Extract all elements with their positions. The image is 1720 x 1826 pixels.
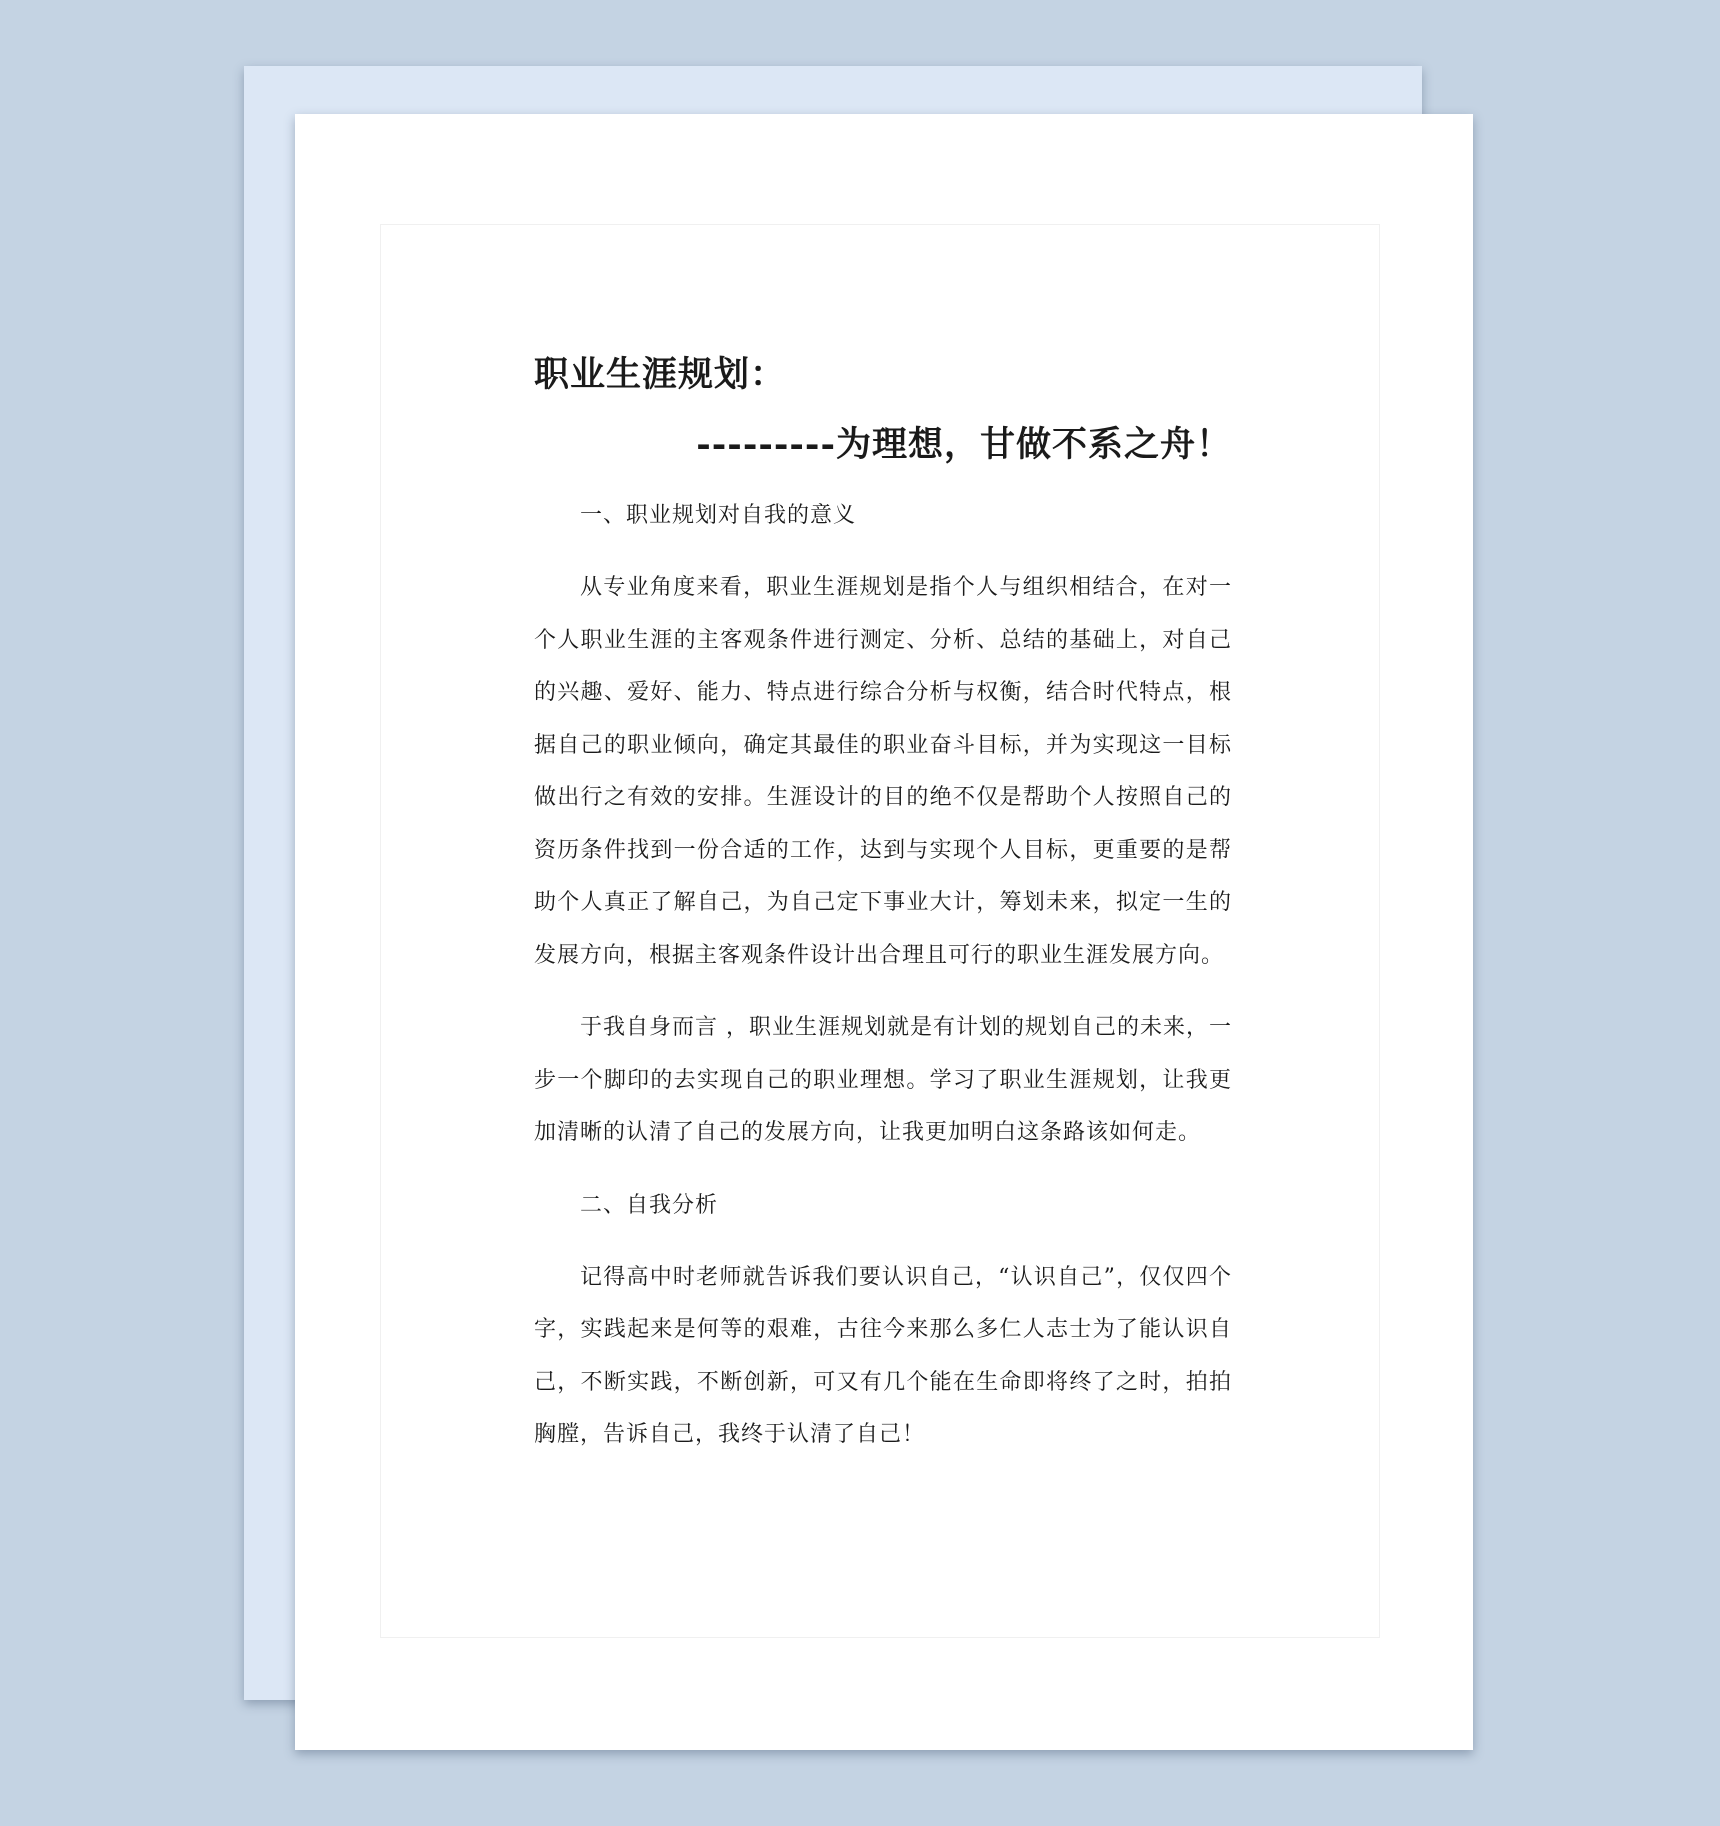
section-heading-2: 二、自我分析 xyxy=(580,1192,719,1218)
document-subtitle: ---------为理想，甘做不系之舟！ xyxy=(696,424,1232,465)
document-page xyxy=(295,114,1473,1750)
section-heading-1: 一、职业规划对自我的意义 xyxy=(580,503,857,528)
section1-paragraph-1: 从专业角度来看，职业生涯规划是指个人与组织相结合，在对一个人职业生涯的主客观条件进行测定、分析、总结的基础上，对自己的兴趣、爱好、能力、特点进行综合分析与权衡，结合时代特点，根据自己的职业倾向，确定其最佳的职业奋斗目标，并为实现这一目标做出行之有效的安排。生涯设计的目的绝不仅是帮助个人按照自己的资历条件找到一份合适的工作，达到与实现个人目标，更重要的是帮助个人真正了解自己，为自己定下事业大计，筹划未来，拟定一生的发展方向，根据主客观条件设计出合理且可行的职业生涯发展方向。 xyxy=(534,575,1232,968)
page-content xyxy=(534,350,1232,1462)
section2-paragraph-1: 记得高中时老师就告诉我们要认识自己，“认识自己”，仅仅四个字，实践起来是何等的艰难，古往今来那么多仁人志士为了能认识自己，不断实践，不断创新，可又有几个能在生命即将终了之时，拍拍胸膛，告诉自己，我终于认清了自己！ xyxy=(534,1264,1232,1447)
document-title: 职业生涯规划： xyxy=(534,354,787,395)
section1-paragraph-2: 于我自身而言 ，职业生涯规划就是有计划的规划自己的未来，一步一个脚印的去实现自己的职业理想。学习了职业生涯规划，让我更加清晰的认清了自己的发展方向，让我更加明白这条路该如何走。 xyxy=(534,1015,1232,1145)
